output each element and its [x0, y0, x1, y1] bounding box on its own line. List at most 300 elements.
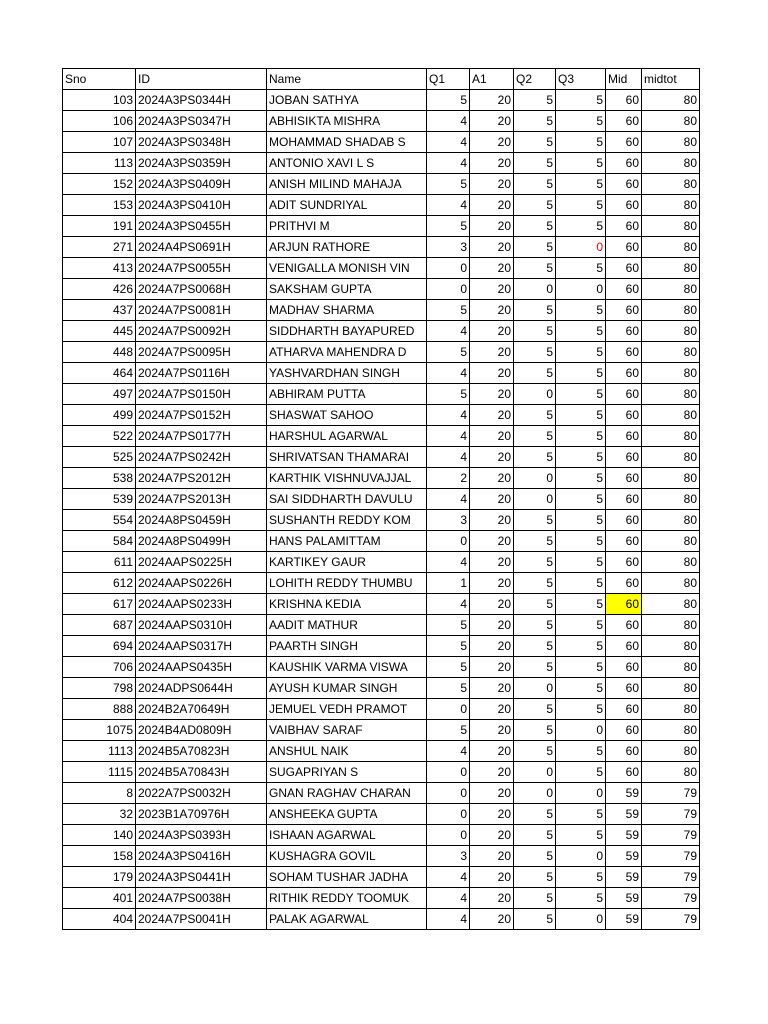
cell-q2[interactable]: 5 — [514, 888, 556, 909]
cell-name[interactable]: SUGAPRIYAN S — [267, 762, 427, 783]
cell-q2[interactable]: 5 — [514, 594, 556, 615]
cell-a1[interactable]: 20 — [470, 552, 514, 573]
cell-midtot[interactable]: 80 — [642, 342, 700, 363]
cell-name[interactable]: ABHIRAM PUTTA — [267, 384, 427, 405]
cell-mid[interactable]: 60 — [606, 216, 642, 237]
cell-q1[interactable]: 1 — [427, 573, 470, 594]
cell-a1[interactable]: 20 — [470, 237, 514, 258]
table-row[interactable] — [63, 90, 700, 111]
cell-mid[interactable]: 60 — [606, 594, 642, 615]
cell-id[interactable]: 2024AAPS0225H — [136, 552, 267, 573]
cell-id[interactable]: 2024A3PS0409H — [136, 174, 267, 195]
column-header-q3[interactable]: Q3 — [556, 69, 606, 90]
cell-id[interactable]: 2024A7PS0242H — [136, 447, 267, 468]
cell-q3[interactable]: 5 — [556, 867, 606, 888]
cell-sno[interactable]: 499 — [63, 405, 136, 426]
cell-a1[interactable]: 20 — [470, 468, 514, 489]
cell-a1[interactable]: 20 — [470, 111, 514, 132]
cell-a1[interactable]: 20 — [470, 615, 514, 636]
cell-id[interactable]: 2024A7PS0041H — [136, 909, 267, 930]
cell-sno[interactable]: 152 — [63, 174, 136, 195]
cell-a1[interactable]: 20 — [470, 825, 514, 846]
cell-sno[interactable]: 617 — [63, 594, 136, 615]
table-row[interactable] — [63, 132, 700, 153]
cell-a1[interactable]: 20 — [470, 90, 514, 111]
cell-q2[interactable]: 5 — [514, 447, 556, 468]
cell-q1[interactable]: 5 — [427, 720, 470, 741]
cell-name[interactable]: RITHIK REDDY TOOMUK — [267, 888, 427, 909]
cell-q3[interactable]: 5 — [556, 384, 606, 405]
cell-midtot[interactable]: 80 — [642, 636, 700, 657]
cell-q3[interactable]: 5 — [556, 510, 606, 531]
cell-id[interactable]: 2024A7PS2012H — [136, 468, 267, 489]
table-row[interactable] — [63, 153, 700, 174]
cell-name[interactable]: YASHVARDHAN SINGH — [267, 363, 427, 384]
cell-a1[interactable]: 20 — [470, 762, 514, 783]
cell-a1[interactable]: 20 — [470, 909, 514, 930]
cell-q2[interactable]: 5 — [514, 804, 556, 825]
cell-q2[interactable]: 5 — [514, 720, 556, 741]
cell-q2[interactable]: 5 — [514, 909, 556, 930]
cell-sno[interactable]: 271 — [63, 237, 136, 258]
cell-q1[interactable]: 4 — [427, 552, 470, 573]
cell-id[interactable]: 2024A7PS0177H — [136, 426, 267, 447]
table-row[interactable] — [63, 174, 700, 195]
table-row[interactable] — [63, 237, 700, 258]
cell-a1[interactable]: 20 — [470, 594, 514, 615]
cell-id[interactable]: 2024A7PS0150H — [136, 384, 267, 405]
cell-name[interactable]: SHRIVATSAN THAMARAI — [267, 447, 427, 468]
cell-sno[interactable]: 426 — [63, 279, 136, 300]
cell-q2[interactable]: 5 — [514, 174, 556, 195]
cell-mid[interactable]: 60 — [606, 174, 642, 195]
cell-a1[interactable]: 20 — [470, 132, 514, 153]
column-header-mid[interactable]: Mid — [606, 69, 642, 90]
cell-mid[interactable]: 60 — [606, 762, 642, 783]
cell-midtot[interactable]: 79 — [642, 909, 700, 930]
cell-a1[interactable]: 20 — [470, 489, 514, 510]
cell-mid[interactable]: 60 — [606, 90, 642, 111]
cell-id[interactable]: 2022A7PS0032H — [136, 783, 267, 804]
cell-mid[interactable]: 60 — [606, 510, 642, 531]
cell-q3[interactable]: 5 — [556, 762, 606, 783]
cell-mid[interactable]: 60 — [606, 132, 642, 153]
cell-midtot[interactable]: 80 — [642, 615, 700, 636]
cell-midtot[interactable]: 80 — [642, 426, 700, 447]
cell-id[interactable]: 2024AAPS0310H — [136, 615, 267, 636]
table-row[interactable] — [63, 846, 700, 867]
cell-midtot[interactable]: 80 — [642, 153, 700, 174]
cell-q2[interactable]: 5 — [514, 342, 556, 363]
cell-sno[interactable]: 113 — [63, 153, 136, 174]
cell-midtot[interactable]: 79 — [642, 804, 700, 825]
cell-mid[interactable]: 60 — [606, 237, 642, 258]
cell-sno[interactable]: 413 — [63, 258, 136, 279]
cell-q3[interactable]: 5 — [556, 657, 606, 678]
cell-q2[interactable]: 5 — [514, 132, 556, 153]
table-row[interactable] — [63, 195, 700, 216]
cell-q2[interactable]: 5 — [514, 573, 556, 594]
cell-midtot[interactable]: 79 — [642, 825, 700, 846]
cell-q2[interactable]: 0 — [514, 279, 556, 300]
cell-sno[interactable]: 158 — [63, 846, 136, 867]
table-row[interactable] — [63, 678, 700, 699]
cell-midtot[interactable]: 80 — [642, 279, 700, 300]
cell-id[interactable]: 2024A7PS0095H — [136, 342, 267, 363]
table-row[interactable] — [63, 531, 700, 552]
cell-name[interactable]: AYUSH KUMAR SINGH — [267, 678, 427, 699]
cell-name[interactable]: ABHISIKTA MISHRA — [267, 111, 427, 132]
cell-mid[interactable]: 59 — [606, 909, 642, 930]
cell-a1[interactable]: 20 — [470, 174, 514, 195]
cell-midtot[interactable]: 80 — [642, 531, 700, 552]
cell-name[interactable]: JOBAN SATHYA — [267, 90, 427, 111]
cell-q1[interactable]: 0 — [427, 762, 470, 783]
cell-q2[interactable]: 5 — [514, 867, 556, 888]
cell-q3[interactable]: 5 — [556, 132, 606, 153]
cell-name[interactable]: MADHAV SHARMA — [267, 300, 427, 321]
cell-q2[interactable]: 5 — [514, 741, 556, 762]
cell-q3[interactable]: 5 — [556, 825, 606, 846]
cell-sno[interactable]: 8 — [63, 783, 136, 804]
cell-midtot[interactable]: 79 — [642, 846, 700, 867]
cell-id[interactable]: 2024A3PS0393H — [136, 825, 267, 846]
cell-name[interactable]: ANISH MILIND MAHAJA — [267, 174, 427, 195]
cell-sno[interactable]: 445 — [63, 321, 136, 342]
cell-q2[interactable]: 5 — [514, 531, 556, 552]
cell-sno[interactable]: 401 — [63, 888, 136, 909]
cell-q2[interactable]: 5 — [514, 825, 556, 846]
cell-id[interactable]: 2024B5A70823H — [136, 741, 267, 762]
cell-q1[interactable]: 5 — [427, 300, 470, 321]
column-header-q1[interactable]: Q1 — [427, 69, 470, 90]
cell-a1[interactable]: 20 — [470, 636, 514, 657]
cell-q3[interactable]: 5 — [556, 342, 606, 363]
cell-q1[interactable]: 4 — [427, 888, 470, 909]
cell-q2[interactable]: 0 — [514, 384, 556, 405]
cell-q3[interactable]: 5 — [556, 426, 606, 447]
cell-q2[interactable]: 5 — [514, 363, 556, 384]
cell-a1[interactable]: 20 — [470, 342, 514, 363]
cell-a1[interactable]: 20 — [470, 447, 514, 468]
table-row[interactable] — [63, 594, 700, 615]
cell-a1[interactable]: 20 — [470, 321, 514, 342]
cell-sno[interactable]: 153 — [63, 195, 136, 216]
cell-q3[interactable]: 5 — [556, 594, 606, 615]
cell-q3[interactable]: 5 — [556, 489, 606, 510]
cell-sno[interactable]: 694 — [63, 636, 136, 657]
cell-sno[interactable]: 1075 — [63, 720, 136, 741]
cell-q3[interactable]: 5 — [556, 699, 606, 720]
cell-sno[interactable]: 611 — [63, 552, 136, 573]
cell-midtot[interactable]: 80 — [642, 489, 700, 510]
cell-q2[interactable]: 5 — [514, 195, 556, 216]
cell-sno[interactable]: 448 — [63, 342, 136, 363]
cell-q1[interactable]: 4 — [427, 153, 470, 174]
cell-a1[interactable]: 20 — [470, 153, 514, 174]
table-row[interactable] — [63, 699, 700, 720]
cell-a1[interactable]: 20 — [470, 888, 514, 909]
table-row[interactable] — [63, 615, 700, 636]
cell-q3[interactable]: 0 — [556, 783, 606, 804]
cell-sno[interactable]: 612 — [63, 573, 136, 594]
cell-mid[interactable]: 60 — [606, 342, 642, 363]
table-row[interactable] — [63, 426, 700, 447]
cell-midtot[interactable]: 80 — [642, 447, 700, 468]
cell-name[interactable]: ANTONIO XAVI L S — [267, 153, 427, 174]
cell-a1[interactable]: 20 — [470, 384, 514, 405]
table-row[interactable] — [63, 279, 700, 300]
cell-a1[interactable]: 20 — [470, 573, 514, 594]
cell-mid[interactable]: 60 — [606, 657, 642, 678]
cell-q2[interactable]: 0 — [514, 783, 556, 804]
cell-name[interactable]: KRISHNA KEDIA — [267, 594, 427, 615]
cell-a1[interactable]: 20 — [470, 405, 514, 426]
cell-q3[interactable]: 5 — [556, 678, 606, 699]
table-row[interactable] — [63, 510, 700, 531]
cell-a1[interactable]: 20 — [470, 783, 514, 804]
cell-q1[interactable]: 4 — [427, 426, 470, 447]
cell-sno[interactable]: 706 — [63, 657, 136, 678]
table-row[interactable] — [63, 468, 700, 489]
cell-name[interactable]: HARSHUL AGARWAL — [267, 426, 427, 447]
cell-id[interactable]: 2024A4PS0691H — [136, 237, 267, 258]
cell-name[interactable]: SUSHANTH REDDY KOM — [267, 510, 427, 531]
cell-mid[interactable]: 59 — [606, 846, 642, 867]
cell-mid[interactable]: 60 — [606, 363, 642, 384]
table-row[interactable] — [63, 657, 700, 678]
cell-mid[interactable]: 60 — [606, 279, 642, 300]
cell-q2[interactable]: 0 — [514, 678, 556, 699]
column-header-name[interactable]: Name — [267, 69, 427, 90]
cell-q3[interactable]: 5 — [556, 741, 606, 762]
cell-midtot[interactable]: 80 — [642, 594, 700, 615]
cell-id[interactable]: 2023B1A70976H — [136, 804, 267, 825]
cell-midtot[interactable]: 80 — [642, 552, 700, 573]
table-row[interactable] — [63, 447, 700, 468]
cell-q1[interactable]: 0 — [427, 699, 470, 720]
cell-a1[interactable]: 20 — [470, 279, 514, 300]
cell-a1[interactable]: 20 — [470, 216, 514, 237]
cell-midtot[interactable]: 80 — [642, 90, 700, 111]
cell-q1[interactable]: 0 — [427, 258, 470, 279]
cell-name[interactable]: ISHAAN AGARWAL — [267, 825, 427, 846]
cell-sno[interactable]: 888 — [63, 699, 136, 720]
cell-q3[interactable]: 5 — [556, 615, 606, 636]
cell-mid[interactable]: 60 — [606, 741, 642, 762]
cell-q3[interactable]: 5 — [556, 258, 606, 279]
cell-q1[interactable]: 5 — [427, 216, 470, 237]
cell-q1[interactable]: 4 — [427, 909, 470, 930]
cell-q3[interactable]: 5 — [556, 300, 606, 321]
cell-id[interactable]: 2024AAPS0226H — [136, 573, 267, 594]
cell-mid[interactable]: 60 — [606, 195, 642, 216]
cell-q3[interactable]: 5 — [556, 888, 606, 909]
table-row[interactable] — [63, 258, 700, 279]
cell-id[interactable]: 2024A3PS0348H — [136, 132, 267, 153]
cell-name[interactable]: ADIT SUNDRIYAL — [267, 195, 427, 216]
cell-q3[interactable]: 5 — [556, 195, 606, 216]
cell-sno[interactable]: 538 — [63, 468, 136, 489]
cell-q2[interactable]: 5 — [514, 153, 556, 174]
cell-mid[interactable]: 60 — [606, 258, 642, 279]
cell-midtot[interactable]: 80 — [642, 321, 700, 342]
cell-name[interactable]: ANSHEEKA GUPTA — [267, 804, 427, 825]
column-header-q2[interactable]: Q2 — [514, 69, 556, 90]
cell-name[interactable]: SAKSHAM GUPTA — [267, 279, 427, 300]
cell-name[interactable]: SAI SIDDHARTH DAVULU — [267, 489, 427, 510]
cell-q3[interactable]: 5 — [556, 405, 606, 426]
cell-midtot[interactable]: 80 — [642, 132, 700, 153]
cell-q2[interactable]: 0 — [514, 489, 556, 510]
cell-q2[interactable]: 5 — [514, 237, 556, 258]
cell-id[interactable]: 2024B5A70843H — [136, 762, 267, 783]
cell-q3[interactable]: 0 — [556, 237, 606, 258]
cell-id[interactable]: 2024A7PS0055H — [136, 258, 267, 279]
cell-q1[interactable]: 2 — [427, 468, 470, 489]
cell-q3[interactable]: 0 — [556, 909, 606, 930]
table-row[interactable] — [63, 384, 700, 405]
cell-sno[interactable]: 107 — [63, 132, 136, 153]
cell-midtot[interactable]: 79 — [642, 888, 700, 909]
cell-mid[interactable]: 60 — [606, 111, 642, 132]
cell-mid[interactable]: 60 — [606, 636, 642, 657]
cell-q1[interactable]: 0 — [427, 804, 470, 825]
cell-q3[interactable]: 5 — [556, 447, 606, 468]
cell-mid[interactable]: 60 — [606, 405, 642, 426]
cell-name[interactable]: KARTHIK VISHNUVAJJAL — [267, 468, 427, 489]
cell-midtot[interactable]: 80 — [642, 111, 700, 132]
cell-q3[interactable]: 5 — [556, 636, 606, 657]
cell-id[interactable]: 2024AAPS0317H — [136, 636, 267, 657]
cell-q1[interactable]: 5 — [427, 615, 470, 636]
cell-name[interactable]: SOHAM TUSHAR JADHA — [267, 867, 427, 888]
cell-q3[interactable]: 5 — [556, 363, 606, 384]
cell-sno[interactable]: 1115 — [63, 762, 136, 783]
cell-midtot[interactable]: 80 — [642, 300, 700, 321]
cell-id[interactable]: 2024A8PS0459H — [136, 510, 267, 531]
cell-a1[interactable]: 20 — [470, 867, 514, 888]
cell-q1[interactable]: 4 — [427, 741, 470, 762]
column-header-a1[interactable]: A1 — [470, 69, 514, 90]
cell-q3[interactable]: 5 — [556, 573, 606, 594]
cell-midtot[interactable]: 80 — [642, 762, 700, 783]
cell-q3[interactable]: 0 — [556, 846, 606, 867]
cell-mid[interactable]: 60 — [606, 447, 642, 468]
cell-q2[interactable]: 5 — [514, 846, 556, 867]
cell-q1[interactable]: 4 — [427, 111, 470, 132]
cell-q1[interactable]: 5 — [427, 678, 470, 699]
cell-a1[interactable]: 20 — [470, 300, 514, 321]
cell-name[interactable]: SIDDHARTH BAYAPURED — [267, 321, 427, 342]
cell-q2[interactable]: 5 — [514, 405, 556, 426]
cell-id[interactable]: 2024A3PS0347H — [136, 111, 267, 132]
cell-a1[interactable]: 20 — [470, 426, 514, 447]
cell-sno[interactable]: 522 — [63, 426, 136, 447]
cell-name[interactable]: KUSHAGRA GOVIL — [267, 846, 427, 867]
cell-midtot[interactable]: 80 — [642, 678, 700, 699]
cell-name[interactable]: AADIT MATHUR — [267, 615, 427, 636]
cell-midtot[interactable]: 80 — [642, 699, 700, 720]
cell-q1[interactable]: 0 — [427, 531, 470, 552]
cell-mid[interactable]: 59 — [606, 867, 642, 888]
cell-q2[interactable]: 5 — [514, 699, 556, 720]
cell-name[interactable]: HANS PALAMITTAM — [267, 531, 427, 552]
cell-mid[interactable]: 60 — [606, 321, 642, 342]
cell-q1[interactable]: 5 — [427, 636, 470, 657]
cell-name[interactable]: PALAK AGARWAL — [267, 909, 427, 930]
cell-sno[interactable]: 584 — [63, 531, 136, 552]
cell-sno[interactable]: 798 — [63, 678, 136, 699]
table-row[interactable] — [63, 489, 700, 510]
cell-mid[interactable]: 60 — [606, 552, 642, 573]
cell-q1[interactable]: 5 — [427, 90, 470, 111]
cell-midtot[interactable]: 80 — [642, 720, 700, 741]
cell-id[interactable]: 2024ADPS0644H — [136, 678, 267, 699]
cell-q3[interactable]: 0 — [556, 720, 606, 741]
cell-mid[interactable]: 60 — [606, 384, 642, 405]
cell-mid[interactable]: 59 — [606, 804, 642, 825]
column-header-id[interactable]: ID — [136, 69, 267, 90]
table-row[interactable] — [63, 321, 700, 342]
cell-name[interactable]: ATHARVA MAHENDRA D — [267, 342, 427, 363]
cell-midtot[interactable]: 80 — [642, 237, 700, 258]
cell-midtot[interactable]: 80 — [642, 384, 700, 405]
cell-q2[interactable]: 5 — [514, 111, 556, 132]
cell-sno[interactable]: 179 — [63, 867, 136, 888]
table-row[interactable] — [63, 825, 700, 846]
cell-name[interactable]: VAIBHAV SARAF — [267, 720, 427, 741]
cell-q2[interactable]: 5 — [514, 258, 556, 279]
cell-q2[interactable]: 5 — [514, 300, 556, 321]
cell-q2[interactable]: 5 — [514, 90, 556, 111]
cell-q1[interactable]: 5 — [427, 384, 470, 405]
cell-q1[interactable]: 4 — [427, 489, 470, 510]
cell-q1[interactable]: 3 — [427, 510, 470, 531]
cell-q3[interactable]: 5 — [556, 153, 606, 174]
cell-mid[interactable]: 59 — [606, 783, 642, 804]
cell-sno[interactable]: 1113 — [63, 741, 136, 762]
cell-sno[interactable]: 404 — [63, 909, 136, 930]
cell-q1[interactable]: 4 — [427, 321, 470, 342]
cell-id[interactable]: 2024B4AD0809H — [136, 720, 267, 741]
column-header-sno[interactable]: Sno — [63, 69, 136, 90]
cell-midtot[interactable]: 80 — [642, 741, 700, 762]
cell-a1[interactable]: 20 — [470, 657, 514, 678]
cell-mid[interactable]: 60 — [606, 153, 642, 174]
cell-q1[interactable]: 5 — [427, 174, 470, 195]
cell-name[interactable]: KAUSHIK VARMA VISWA — [267, 657, 427, 678]
cell-q1[interactable]: 4 — [427, 195, 470, 216]
cell-sno[interactable]: 539 — [63, 489, 136, 510]
cell-q1[interactable]: 4 — [427, 405, 470, 426]
cell-id[interactable]: 2024AAPS0233H — [136, 594, 267, 615]
cell-id[interactable]: 2024A3PS0416H — [136, 846, 267, 867]
cell-a1[interactable]: 20 — [470, 720, 514, 741]
cell-name[interactable]: PRITHVI M — [267, 216, 427, 237]
cell-mid[interactable]: 60 — [606, 615, 642, 636]
cell-q1[interactable]: 5 — [427, 657, 470, 678]
cell-midtot[interactable]: 80 — [642, 258, 700, 279]
cell-id[interactable]: 2024A8PS0499H — [136, 531, 267, 552]
cell-id[interactable]: 2024A7PS0068H — [136, 279, 267, 300]
cell-mid[interactable]: 60 — [606, 678, 642, 699]
cell-q1[interactable]: 4 — [427, 363, 470, 384]
cell-mid[interactable]: 60 — [606, 720, 642, 741]
cell-midtot[interactable]: 79 — [642, 867, 700, 888]
cell-midtot[interactable]: 80 — [642, 363, 700, 384]
table-row[interactable] — [63, 573, 700, 594]
